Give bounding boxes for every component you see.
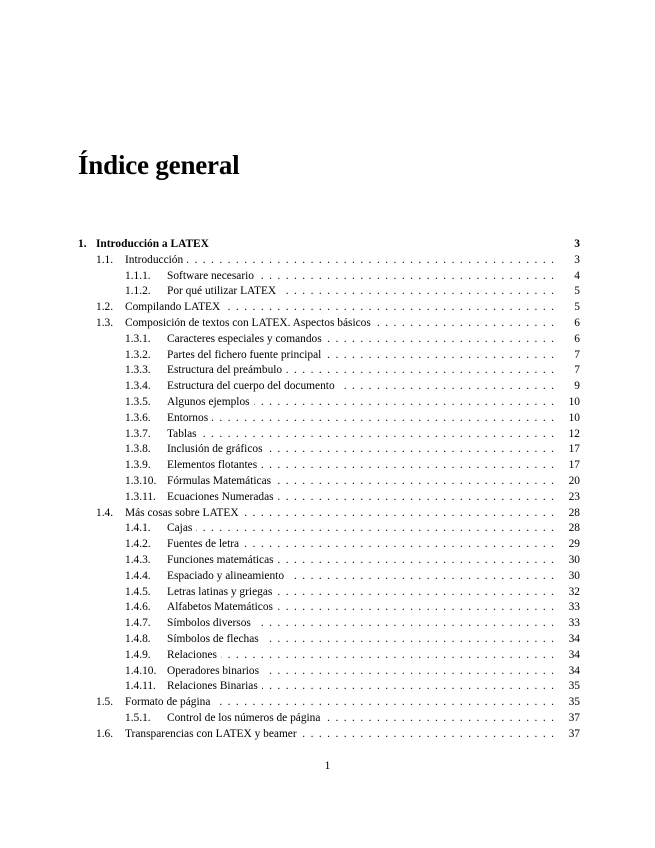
toc-subsection-entry[interactable] [125,394,580,410]
toc-subsection-entry[interactable] [125,520,580,536]
toc-leader-dots [276,584,554,600]
toc-entry-title: Compilando LATEX [125,299,224,315]
toc-entry-number: 1.3.8. [125,443,151,456]
toc-entry-title: Ecuaciones Numeradas [167,489,278,505]
toc-entry-number: 1.3.3. [125,364,151,377]
toc-leader-dots [324,710,554,726]
toc-entry-page: 33 [558,615,580,631]
toc-subsection-entry[interactable] [125,441,580,457]
toc-subsection-entry[interactable] [125,410,580,426]
page-title: Índice general [78,150,240,180]
toc-entry-title: Símbolos diversos [167,615,255,631]
toc-entry-page: 37 [558,710,580,726]
toc-entry-number: 1.3.6. [125,411,151,424]
toc-leader-dots [201,426,554,442]
toc-leader-dots [339,378,554,394]
toc-subsection-entry[interactable] [125,599,580,615]
toc-leader-dots [278,552,554,568]
toc-entry-title: Fórmulas Matemáticas [167,473,275,489]
toc-leader-dots [255,615,554,631]
toc-entry-page: 4 [558,268,580,284]
toc-leader-dots [187,252,554,268]
toc-subsection-entry[interactable] [125,678,580,694]
toc-subsection-entry[interactable] [125,457,580,473]
toc-leader-dots [212,410,554,426]
toc-entry-number: 1.4.11. [125,680,156,693]
toc-entry-title: Composición de textos con LATEX. Aspectos básicos [125,315,375,331]
toc-entry-title: Algunos ejemplos [167,394,254,410]
toc-entry-number: 1.4.9. [125,648,151,661]
toc-entry-title: Relaciones Binarias [167,678,262,694]
toc-chapter-entry[interactable] [78,236,580,252]
toc-entry-page: 3 [558,236,580,252]
toc-entry-title: Tablas [167,426,201,442]
toc-entry-number: 1.4.10. [125,664,157,677]
toc-subsection-entry[interactable] [125,710,580,726]
toc-leader-dots [278,489,554,505]
toc-entry-number: 1.3.5. [125,396,151,408]
toc-section-entry[interactable] [96,299,580,315]
toc-entry-title: Letras latinas y griegas [167,584,276,600]
toc-entry-number: 1.3.9. [125,459,151,472]
toc-entry-title: Introducción a LATEX [96,236,213,252]
toc-entry-title: Introducción [125,252,187,268]
toc-entry-title: Espaciado y alineamiento [167,568,288,584]
toc-section-entry[interactable] [96,505,580,521]
toc-entry-page: 30 [558,552,580,568]
toc-entry-title: Estructura del preámbulo [167,362,286,378]
toc-leader-dots [277,599,554,615]
toc-entry-page: 28 [558,505,580,521]
toc-subsection-entry[interactable] [125,331,580,347]
toc-leader-dots [261,457,554,473]
toc-leader-dots [267,441,554,457]
toc-leader-dots [280,283,554,299]
toc-entry-number: 1.4. [96,506,114,519]
toc-entry-page: 10 [558,410,580,426]
toc-leader-dots [325,347,554,363]
toc-section-entry[interactable] [96,726,580,742]
toc-entry-page: 5 [558,299,580,315]
toc-entry-number: 1.2. [96,301,114,314]
toc-leader-dots [375,315,554,331]
toc-entry-number: 1.3.1. [125,332,151,345]
toc-entry-number: 1.5. [96,696,114,709]
toc-entry-page: 34 [558,647,580,663]
toc-leader-dots [288,568,554,584]
toc-subsection-entry[interactable] [125,584,580,600]
toc-entry-title: Símbolos de flechas [167,631,263,647]
toc-subsection-entry[interactable] [125,663,580,679]
toc-entry-number: 1.4.5. [125,585,151,598]
toc-entry-page: 32 [558,584,580,600]
toc-entry-number: 1.1.1. [125,269,151,282]
toc-leader-dots [275,473,554,489]
toc-entry-title: Elementos flotantes [167,457,261,473]
page-number: 1 [324,760,331,772]
toc-entry-page: 35 [558,678,580,694]
toc-entry-page: 35 [558,694,580,710]
toc-subsection-entry[interactable] [125,615,580,631]
toc-leader-dots [301,726,554,742]
toc-entry-title: Funciones matemáticas [167,552,278,568]
toc-section-entry[interactable] [96,694,580,710]
toc-entry-title: Formato de página [125,694,214,710]
toc-entry-number: 1.4.3. [125,554,151,566]
toc-entry-page: 12 [558,426,580,442]
toc-entry-title: Fuentes de letra [167,536,243,552]
toc-section-entry[interactable] [96,252,580,268]
toc-entry-title: Operadores binarios [167,663,263,679]
toc-subsection-entry[interactable] [125,631,580,647]
toc-entry-page: 30 [558,568,580,584]
toc-entry-number: 1.1.2. [125,285,151,298]
toc-entry-page: 33 [558,599,580,615]
toc-entry-title: Transparencias con LATEX y beamer [125,726,301,742]
toc-subsection-entry[interactable] [125,473,580,489]
toc-entry-title: Más cosas sobre LATEX [125,505,243,521]
toc-leader-dots [254,394,554,410]
toc-entry-title: Relaciones [167,647,221,663]
toc-subsection-entry[interactable] [125,378,580,394]
toc-subsection-entry[interactable] [125,647,580,663]
toc-entry-number: 1.3.11. [125,490,156,503]
toc-entry-number: 1.4.1. [125,522,151,535]
toc-subsection-entry[interactable] [125,362,580,378]
toc-entry-number: 1.4.7. [125,617,151,630]
toc-entry-number: 1.3.7. [125,427,151,440]
toc-entry-number: 1.1. [96,253,114,266]
toc-entry-number: 1.3.4. [125,380,151,393]
toc-subsection-entry[interactable] [125,347,580,363]
toc-section-entry[interactable] [96,315,580,331]
toc-entry-title: Partes del fichero fuente principal [167,347,325,363]
toc-entry-number: 1.4.6. [125,601,151,614]
toc-entry-page: 23 [558,489,580,505]
toc-entry-number: 1.4.2. [125,538,151,551]
toc-entry-page: 37 [558,726,580,742]
toc-entry-page: 29 [558,536,580,552]
toc-entry-number: 1.3.10. [125,475,157,487]
toc-leader-dots [286,362,554,378]
toc-entry-page: 10 [558,394,580,410]
toc-leader-dots [258,268,554,284]
toc-entry-page: 17 [558,441,580,457]
toc-entry-title: Alfabetos Matemáticos [167,599,277,615]
toc-entry-title: Estructura del cuerpo del documento [167,378,339,394]
toc-leader-dots [263,631,554,647]
toc-subsection-entry[interactable] [125,283,580,299]
toc-entry-page: 34 [558,663,580,679]
toc-subsection-entry[interactable] [125,568,580,584]
toc-entry-title: Control de los números de página [167,710,324,726]
toc-leader-dots [196,520,554,536]
toc-entry-title: Entornos [167,410,212,426]
toc-leader-dots [263,663,554,679]
toc-entry-title: Caracteres especiales y comandos [167,331,326,347]
toc-subsection-entry[interactable] [125,426,580,442]
toc-leader-dots [326,331,554,347]
toc-entry-page: 6 [558,331,580,347]
toc-leader-dots [243,536,554,552]
toc-subsection-entry[interactable] [125,489,580,505]
toc-entry-page: 7 [558,347,580,363]
toc-entry-title: Inclusión de gráficos [167,441,267,457]
toc-entry-title: Cajas [167,520,196,536]
toc-leader-dots [262,678,554,694]
toc-entry-page: 28 [558,520,580,536]
toc-entry-number: 1.4.4. [125,569,151,582]
toc-entry-page: 20 [558,473,580,489]
toc-entry-number: 1.6. [96,727,114,740]
toc-entry-number: 1.3.2. [125,348,151,361]
toc-entry-page: 9 [558,378,580,394]
toc-leader-dots [243,505,554,521]
toc-entry-title: Por qué utilizar LATEX [167,283,280,299]
toc-entry-page: 3 [558,252,580,268]
toc-entry-page: 6 [558,315,580,331]
toc-entry-number: 1.4.8. [125,633,151,645]
toc-entry-page: 17 [558,457,580,473]
toc-leader-dots [214,694,554,710]
toc-entry-page: 34 [558,631,580,647]
toc-leader-dots [221,647,554,663]
toc-entry-number: 1.3. [96,317,114,329]
toc-entry-page: 5 [558,283,580,299]
toc-subsection-entry[interactable] [125,552,580,568]
toc-entry-title: Software necesario [167,268,258,284]
toc-subsection-entry[interactable] [125,268,580,284]
toc-subsection-entry[interactable] [125,536,580,552]
toc-entry-number: 1. [78,238,87,250]
toc-entry-number: 1.5.1. [125,712,151,724]
toc-leader-dots [224,299,554,315]
toc-entry-page: 7 [558,362,580,378]
